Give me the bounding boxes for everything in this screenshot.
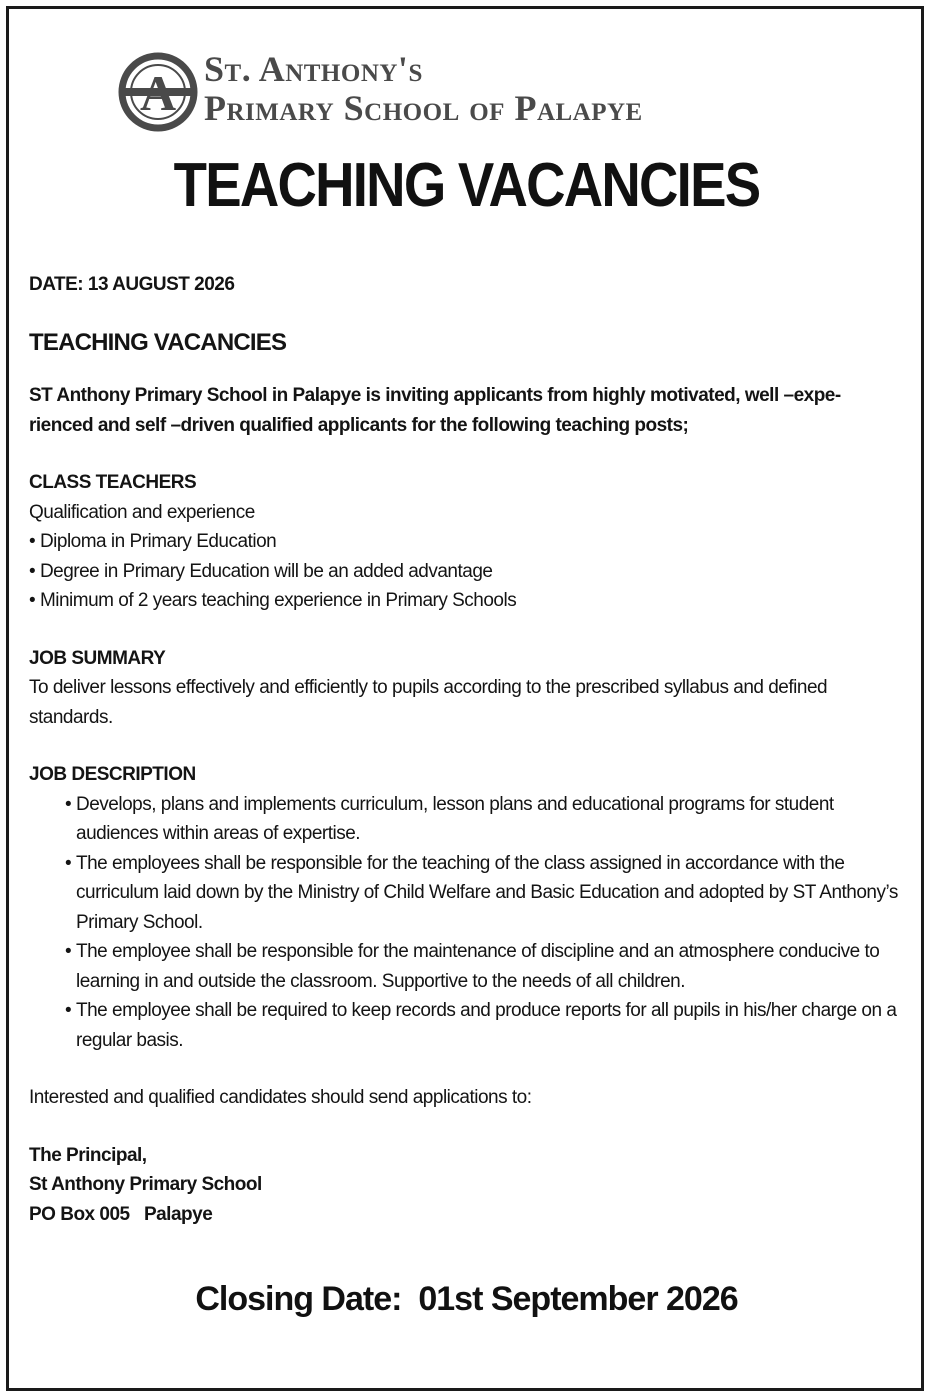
closing-date: Closing Date: 01st September 2026 bbox=[195, 1280, 738, 1318]
apply-instructions: Interested and qualified candidates should send applications to: bbox=[29, 1087, 532, 1108]
address-line: PO Box 005 Palapye bbox=[29, 1203, 213, 1225]
list-item: • Develops, plans and implements curriculum, lesson plans and educational programs for student audiences within areas of expertise. bbox=[65, 790, 904, 849]
job-summary-text: To deliver lessons effectively and efficiently to pupils according to the prescribed syllabus and defined standards. bbox=[29, 677, 828, 728]
list-item: • The employee shall be required to keep records and produce reports for all pupils in his/her charge on a regular basis. bbox=[65, 996, 904, 1055]
qualification-heading: Qualification and experience bbox=[29, 501, 255, 523]
address-line: The Principal, bbox=[29, 1144, 147, 1166]
list-item: • Diploma in Primary Education bbox=[29, 527, 904, 557]
crest-letter: A bbox=[139, 65, 177, 121]
class-teachers-heading: CLASS TEACHERS bbox=[29, 472, 197, 493]
school-name-line1: St. Anthony's bbox=[204, 49, 423, 89]
advert-subtitle: TEACHING VACANCIES bbox=[29, 328, 287, 356]
advert-date: DATE: 13 AUGUST 2026 bbox=[29, 274, 235, 295]
advert-body bbox=[29, 270, 904, 1229]
list-item: • The employee shall be responsible for the maintenance of discipline and an atmosphere conducive to learning in and outside the classroom. Supportive to the needs of all children. bbox=[65, 937, 904, 996]
intro-paragraph: ST Anthony Primary School in Palapye is inviting applicants from highly motivated, well –expe-rienced and self –driven qualified applicants for the following teaching posts; bbox=[29, 385, 841, 436]
job-description-list bbox=[29, 790, 904, 1056]
school-name bbox=[204, 50, 643, 128]
page-headline: TEACHING VACANCIES bbox=[173, 151, 760, 220]
job-summary-heading: JOB SUMMARY bbox=[29, 647, 166, 669]
list-item: • Degree in Primary Education will be an added advantage bbox=[29, 557, 904, 587]
list-item: • The employees shall be responsible for the teaching of the class assigned in accordance with the curriculum laid down by the Ministry of Child Welfare and Basic Education and adopted by ST Anthony’s Primary School. bbox=[65, 849, 904, 938]
address-line: St Anthony Primary School bbox=[29, 1174, 262, 1195]
school-logo bbox=[118, 50, 818, 134]
postal-address bbox=[29, 1141, 904, 1230]
school-crest-icon bbox=[118, 52, 198, 132]
job-description-heading: JOB DESCRIPTION bbox=[29, 764, 196, 785]
qualification-list bbox=[29, 527, 904, 616]
list-item: • Minimum of 2 years teaching experience in Primary Schools bbox=[29, 586, 904, 616]
school-name-line2: Primary School of Palapye bbox=[204, 88, 643, 128]
